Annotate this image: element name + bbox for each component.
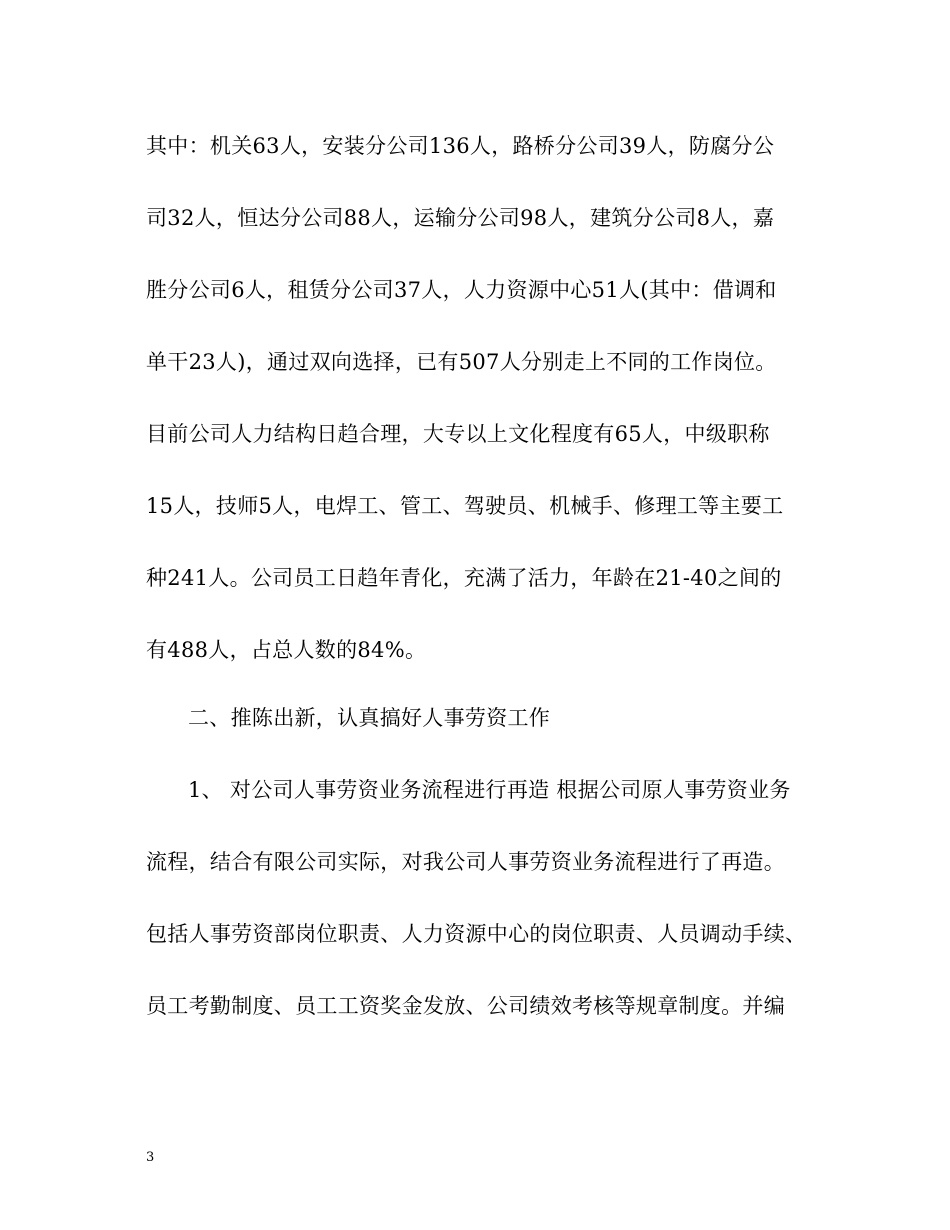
- body-text-line: 员工考勤制度、员工工资奖金发放、公司绩效考核等规章制度。并编: [146, 994, 785, 1018]
- body-text-line: 胜分公司6人，租赁分公司37人，人力资源中心51人(其中：借调和: [146, 278, 777, 302]
- body-text-line: 司32人，恒达分公司88人，运输分公司98人，建筑分公司8人，嘉: [146, 206, 775, 230]
- body-text-line: 1、 对公司人事劳资业务流程进行再造 根据公司原人事劳资业务: [188, 778, 791, 802]
- body-text-line: 包括人事劳资部岗位职责、人力资源中心的岗位职责、人员调动手续、: [146, 922, 807, 946]
- body-text-line: 种241人。公司员工日趋年青化，充满了活力，年龄在21-40之间的: [146, 566, 782, 590]
- page-number: 3: [146, 1150, 155, 1165]
- body-text-line: 其中：机关63人，安装分公司136人，路桥分公司39人，防腐分公: [146, 134, 775, 158]
- body-text-line: 有488人，占总人数的84%。: [146, 638, 427, 662]
- body-text-line: 15人，技师5人，电焊工、管工、驾驶员、机械手、修理工等主要工: [146, 494, 784, 518]
- body-text-line: 流程，结合有限公司实际，对我公司人事劳资业务流程进行了再造。: [146, 850, 785, 874]
- section-heading: 二、推陈出新，认真搞好人事劳资工作: [188, 706, 551, 730]
- body-text-line: 单干23人)，通过双向选择，已有507人分别走上不同的工作岗位。: [146, 350, 777, 374]
- body-text-line: 目前公司人力结构日趋合理，大专以上文化程度有65人，中级职称: [146, 422, 770, 446]
